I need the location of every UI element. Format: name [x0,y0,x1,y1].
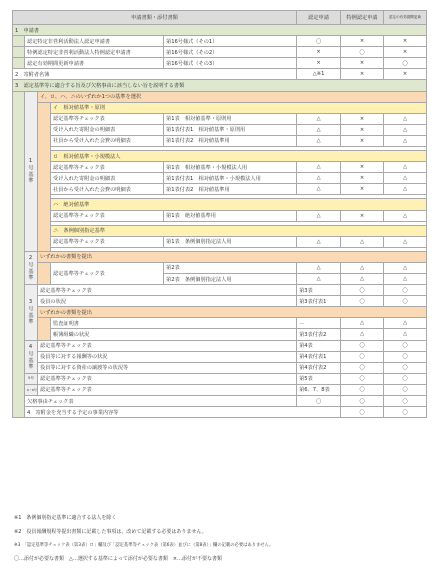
mark: × [341,135,384,146]
header-tokurei: 特例認定申請 [341,11,384,25]
table-row [13,58,427,69]
section-title: 1 申請書 [13,25,427,36]
section-4-row [13,407,427,418]
doc-name: 認定基準等チェック表 [51,236,164,247]
header-nintei: 認定申請 [297,11,341,25]
doc-name: 認定基準等チェック表 [38,384,297,395]
group-title: ニ 条例個別指定基準 [51,225,427,236]
mark: △ [384,162,427,173]
table-row [13,236,427,247]
doc-name: 認定有効期間更新申請書 [25,58,164,69]
table-row [13,184,427,195]
doc-name: 役員の状況 [38,296,297,307]
application-documents-table [12,10,427,418]
table-row [13,36,427,47]
section-2-row [13,69,427,80]
mark: × [341,113,384,124]
table-row [13,210,427,221]
doc-name: 認定基準等チェック表 [38,285,297,296]
doc-name: 特例認定特定非営利活動法人特例認定申請書 [25,47,164,58]
doc-name: 認定基準等チェック表 [38,340,297,351]
mark: × [297,58,341,69]
mark: △ [297,162,341,173]
doc-name: 認定基準等チェック表 [51,262,164,284]
header-documents: 申請書類・添付書類 [13,11,297,25]
mark: △ [384,124,427,135]
mark: 〇 [384,340,427,351]
table-row [13,135,427,146]
mark: 〇 [341,396,384,407]
form-no: 第1表付表2 相対値基準用 [164,135,297,146]
mark: △ [384,318,427,329]
doc-name: 認定基準等チェック表 [51,210,164,221]
mark: 〇 [341,296,384,307]
mark: △ [384,262,427,273]
form-no: 第16号様式（その3） [164,58,297,69]
form-no: 第1表付表1 相対値基準・小規模法人用 [164,173,297,184]
doc-name: 監査証明書 [51,318,297,329]
doc-name: 認定基準等チェック表 [51,113,164,124]
mark: △ [297,273,341,284]
table-row [13,285,427,296]
vertical-label-6-8go: 6〜8号 [25,384,38,395]
mark: 〇 [341,373,384,384]
doc-name: 認定基準等チェック表 [38,373,297,384]
mark: △ [297,135,341,146]
mark: △※1 [297,69,341,80]
mark: × [297,47,341,58]
table-row [13,373,427,384]
mark: △ [341,329,384,340]
subsection-2go-title-row [13,251,427,262]
mark: △ [341,273,384,284]
group-ro-title-row [13,151,427,162]
footnotes [14,512,428,566]
application-documents-table-wrapper [12,10,426,418]
form-no: 第1表 相対値基準・小規模法人用 [164,162,297,173]
doc-name: 受け入れた寄附金の明細表 [51,124,164,135]
table-row [13,384,427,395]
subsection-3go-title-row [13,307,427,318]
legend-note: 〇…添付が必要な書類 △…選択する基準によって添付が必要な書類 ×…添付が不要な書類 [14,555,223,562]
mark: △ [341,318,384,329]
mark: △ [297,184,341,195]
mark: × [384,36,427,47]
table-row [13,362,427,373]
mark: × [384,69,427,80]
doc-name: 帳簿組織の状況 [51,329,297,340]
table-row [13,162,427,173]
doc-name: 役員等に対する資産の譲渡等の状況等 [38,362,297,373]
group-ni-title-row [13,225,427,236]
table-row [13,124,427,135]
form-no: 第5表 [297,373,341,384]
vertical-label-1go: 1号基準 [25,91,38,251]
doc-name: 社員から受け入れた会費の明細表 [51,135,164,146]
form-no: 第1表 絶対値基準用 [164,210,297,221]
mark: 〇 [384,58,427,69]
table-header-row [13,11,427,25]
mark: △ [384,329,427,340]
section-title: 4 寄附金を充当する予定の事業内容等 [25,407,341,418]
mark: × [341,124,384,135]
group-title: ハ 絶対値基準 [51,199,427,210]
subsection-title: イ、ロ、ハ、ニのいずれか1つの基準を選択 [38,91,427,102]
form-no: 第4表付表1 [297,351,341,362]
mark: 〇 [384,407,427,418]
section-3-row [13,80,427,91]
mark: △ [384,113,427,124]
mark: 〇 [297,396,341,407]
table-row [13,340,427,351]
mark: △ [384,273,427,284]
subsection-1go-title-row [13,91,427,102]
mark: △ [384,184,427,195]
mark: 〇 [384,351,427,362]
footnote: ※3 「認定基準等チェック表（第3表）ロ」欄及び「認定基準等チェック表（第6表）並びに（第8表）」欄の記載の必要はありません。 [14,543,274,548]
table-row [13,318,427,329]
mark: △ [297,262,341,273]
mark: 〇 [341,384,384,395]
mark: 〇 [341,362,384,373]
form-no: 第3表付表1 [297,296,341,307]
mark: × [384,47,427,58]
header-koshin: 認定の有効期間更新 [384,11,427,25]
form-no: 第4表付表2 [297,362,341,373]
mark: △ [297,113,341,124]
form-no: 第1表 相対値基準・原則用 [164,113,297,124]
mark: △ [384,236,427,247]
form-no: 第2表 [164,262,297,273]
mark: × [341,36,384,47]
form-no: 第16号様式（その1） [164,36,297,47]
form-no: 第2表 条例個別指定法人用 [164,273,297,284]
mark: 〇 [341,47,384,58]
subsection-title: いずれかの書類を提出 [38,251,427,262]
form-no: 第1表付表2 相対値基準用 [164,184,297,195]
form-no: 第6、7、8表 [297,384,341,395]
mark: △ [297,124,341,135]
form-no: － [297,318,341,329]
mark: △ [384,135,427,146]
vertical-label-3go: 3号基準 [25,285,38,340]
form-no: 第3表付表2 [297,329,341,340]
section-title: 2 寄附者名簿 [13,69,297,80]
form-no: 第1表 条例個別指定法人用 [164,236,297,247]
section-1-row [13,25,427,36]
table-row [13,396,427,407]
mark: 〇 [384,396,427,407]
vertical-label-5go: 5号 [25,373,38,384]
form-no: 第16号様式（その2） [164,47,297,58]
footnote: ※2 役員報酬規程等提出書類に記載した事項は、改めて記載する必要はありません。 [14,528,207,535]
mark: △ [297,173,341,184]
doc-name: 認定特定非営利活動法人認定申請書 [25,36,164,47]
mark: △ [384,210,427,221]
mark: 〇 [384,296,427,307]
mark: △ [297,236,341,247]
doc-name: 認定基準等チェック表 [51,162,164,173]
mark: × [341,58,384,69]
subsection-title: いずれかの書類を提出 [38,307,427,318]
table-row [13,262,427,273]
mark: × [341,162,384,173]
form-no: 第3表 [297,285,341,296]
mark: 〇 [384,373,427,384]
mark: △ [341,262,384,273]
group-title: イ 相対値基準・原則 [51,102,427,113]
doc-name: 受け入れた寄附金の明細表 [51,173,164,184]
mark: 〇 [341,340,384,351]
vertical-label-2go: 2号基準 [25,251,38,284]
table-row [13,351,427,362]
table-row [13,113,427,124]
mark: 〇 [341,285,384,296]
form-no: 第4表 [297,340,341,351]
doc-name: 社員から受け入れた会費の明細表 [51,184,164,195]
mark: △ [384,173,427,184]
mark: × [341,69,384,80]
vertical-label-4go: 4号基準 [25,340,38,373]
doc-name: 役員等に対する報酬等の状況 [38,351,297,362]
mark: 〇 [384,384,427,395]
group-ha-title-row [13,199,427,210]
group-title: ロ 相対値基準・小規模法人 [51,151,427,162]
table-row [13,329,427,340]
table-row [13,296,427,307]
doc-name: 欠格事由チェック表 [25,396,297,407]
mark: 〇 [341,351,384,362]
mark: × [341,210,384,221]
mark: 〇 [341,407,384,418]
table-row [13,173,427,184]
mark: 〇 [384,362,427,373]
mark: △ [341,236,384,247]
mark: 〇 [384,285,427,296]
mark: 〇 [297,36,341,47]
section-title: 3 認定基準等に適合する旨及び欠格事由に該当しない旨を説明する書類 [13,80,427,91]
form-no: 第1表付表1 相対値基準・原則用 [164,124,297,135]
mark: × [341,173,384,184]
mark: △ [297,210,341,221]
footnote: ※1 条例個別指定基準に適合する法人を除く [14,515,117,521]
mark: × [341,184,384,195]
group-i-title-row [13,102,427,113]
table-row [13,47,427,58]
